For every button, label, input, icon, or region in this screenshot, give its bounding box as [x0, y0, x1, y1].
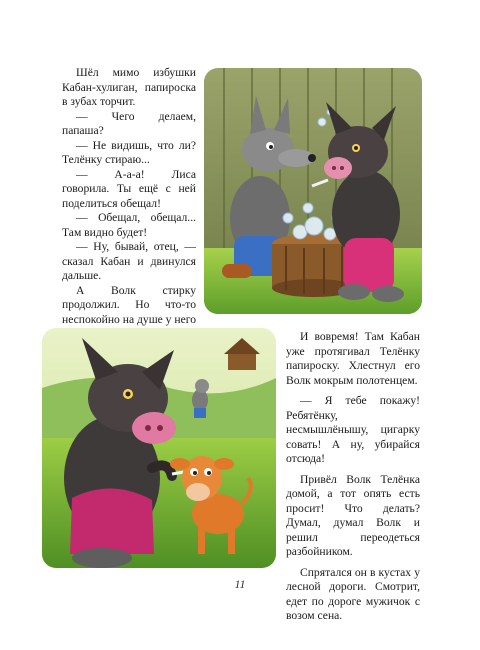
paragraph: — Не видишь, что ли? Телёнку стираю...	[62, 138, 196, 166]
paragraph: Привёл Волк Телёнка домой, а тот опять есть просит! Что делать? Думал, думал Волк и решил переодеться разбойником.	[286, 472, 420, 558]
paragraph: — Я тебе покажу! Ребятёнку, несмышлёнышу, цигарку совать! А ну, убирайся отсюда!	[286, 394, 420, 465]
illustration-boar-and-calf-art	[42, 328, 276, 568]
paragraph: Спрятался он в кустах у лесной дороги. Смотрит, едет по дороге мужичок с возом сена.	[286, 565, 420, 622]
illustration-boar-and-calf	[42, 328, 276, 568]
page-number: 11	[234, 577, 246, 591]
text-column-left	[62, 66, 196, 371]
illustration-wolf-and-boar-washing	[204, 68, 422, 314]
paragraph: Шёл мимо избушки Кабан-хулиган, папироска в зубах торчит.	[62, 66, 196, 108]
paragraph: — Обещал, обещал... Там видно будет!	[62, 211, 196, 239]
paragraph: И вовремя! Там Кабан уже протягивал Телёнку папироску. Хлестнул его Волк мокрым полотенцем.	[286, 330, 420, 387]
paragraph: — Ну, бывай, отец, — сказал Кабан и двинулся дальше.	[62, 240, 196, 282]
paragraph: — Чего делаем, папаша?	[62, 109, 196, 137]
paragraph: — А-а-а! Лиса говорила. Ты ещё с ней поделиться обещал!	[62, 167, 196, 210]
illustration-wolf-and-boar-washing-art	[204, 68, 422, 314]
paragraph: А Волк стирку продолжил. Но что-то неспокойно на душе у него	[62, 283, 196, 326]
